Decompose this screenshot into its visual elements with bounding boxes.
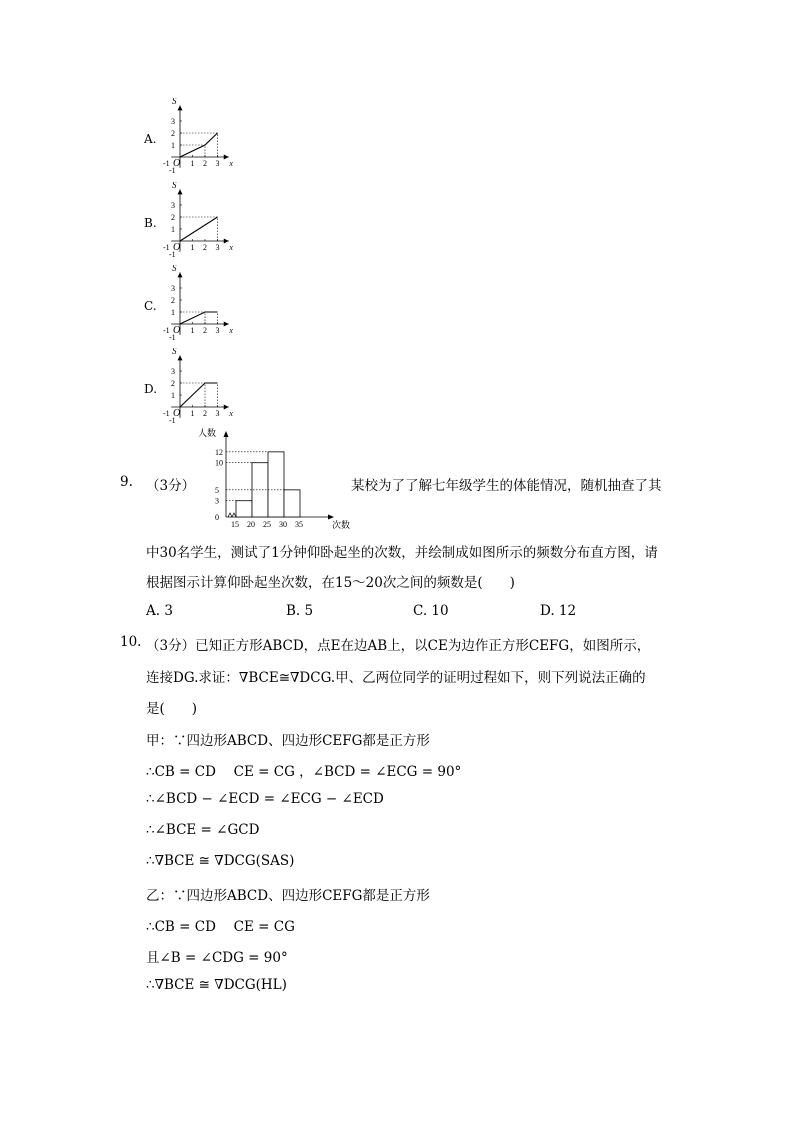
question-text-line: （3分）已知正方形ABCD，点E在边AB上，以CE为边作正方形CEFG，如图所示， xyxy=(146,638,651,654)
choice-a[interactable]: A. 3 xyxy=(146,603,173,619)
x-tick-label: 3 xyxy=(215,243,220,252)
y-tick-label: 2 xyxy=(171,296,175,305)
y-tick-label: 2 xyxy=(171,129,175,138)
negative-y-label: -1 xyxy=(169,250,176,258)
graph-line xyxy=(180,383,218,407)
origin-label: O xyxy=(173,158,181,169)
x-tick-label: 35 xyxy=(295,520,303,529)
graph-line xyxy=(180,217,218,241)
y-tick-label: 3 xyxy=(171,284,175,293)
y-tick-label: 3 xyxy=(171,367,175,376)
option-label: A. xyxy=(144,132,157,146)
x-axis-arrow xyxy=(224,239,229,244)
x-tick-label: 25 xyxy=(263,520,271,529)
y-axis-arrow xyxy=(178,355,183,360)
y-axis-arrow xyxy=(178,189,183,194)
x-axis-arrow xyxy=(224,322,229,327)
histogram-bar xyxy=(284,490,300,517)
y-axis-arrow xyxy=(178,105,183,110)
x-axis-label: 次数 xyxy=(332,520,351,530)
negative-x-label: -1 xyxy=(163,409,170,418)
x-axis-label: x xyxy=(229,326,233,335)
x-axis-arrow xyxy=(224,405,229,410)
y-tick-label: 5 xyxy=(215,485,219,495)
frequency-histogram xyxy=(196,427,352,531)
choice-b[interactable]: B. 5 xyxy=(286,603,314,619)
x-tick-label: 3 xyxy=(215,326,220,335)
origin-label: O xyxy=(173,242,181,253)
question-number: 10. xyxy=(120,634,142,650)
proof-line: 乙：∵四边形ABCD、四边形CEFG都是正方形 xyxy=(146,888,430,904)
histogram-bar xyxy=(236,501,252,517)
question-text-line: 连接DG.求证：∇BCE≅∇DCG.甲、乙两位同学的证明过程如下，则下列说法正确的 xyxy=(146,670,646,686)
x-tick-label: 1 xyxy=(190,409,195,418)
negative-x-label: -1 xyxy=(163,159,170,168)
x-tick-label: 1 xyxy=(190,159,195,168)
proof-line: ∴∠BCE = ∠GCD xyxy=(146,822,260,838)
question-text-line: 中30名学生，测试了1分钟仰卧起坐的次数，并绘制成如图所示的频数分布直方图，请 xyxy=(146,545,658,561)
question-number: 9. xyxy=(120,474,133,490)
x-axis-label: x xyxy=(229,409,233,418)
x-tick-label: 3 xyxy=(215,409,220,418)
question-text-line: 是( ) xyxy=(146,701,198,717)
question-text-line: 根据图示计算仰卧起坐次数，在15～20次之间的频数是( ) xyxy=(146,575,515,591)
y-tick-label: 1 xyxy=(171,225,175,234)
y-tick-label: 1 xyxy=(171,141,175,150)
y-axis-label: S xyxy=(172,265,177,274)
y-axis-label: S xyxy=(172,182,177,191)
question-text-line: 某校为了了解七年级学生的体能情况，随机抽查了其 xyxy=(351,478,662,494)
line-graph-b xyxy=(142,182,242,258)
proof-line: ∴∠BCD − ∠ECD = ∠ECG − ∠ECD xyxy=(146,791,384,807)
x-axis-arrow xyxy=(224,155,229,160)
proof-line: 甲：∵四边形ABCD、四边形CEFG都是正方形 xyxy=(146,733,430,749)
x-tick-label: 2 xyxy=(203,243,207,252)
proof-line: ∴CB = CD CE = CG ，∠BCD = ∠ECG = 90° xyxy=(146,764,462,780)
y-tick-label: 3 xyxy=(171,201,175,210)
y-axis-label: S xyxy=(172,98,177,107)
negative-y-label: -1 xyxy=(169,416,176,424)
negative-y-label: -1 xyxy=(169,166,176,174)
line-graph-a xyxy=(142,98,242,174)
x-axis-label: x xyxy=(229,243,233,252)
origin-label: O xyxy=(173,408,181,419)
proof-line: ∴∇BCE ≅ ∇DCG(SAS) xyxy=(146,853,295,869)
y-axis-arrow xyxy=(178,272,183,277)
x-tick-label: 2 xyxy=(203,409,207,418)
y-tick-label: 10 xyxy=(215,458,223,468)
line-graph-c xyxy=(142,265,242,341)
line-graph-d xyxy=(142,348,242,424)
option-b-graph[interactable] xyxy=(142,182,242,258)
graph-line xyxy=(180,312,218,324)
x-tick-label: 2 xyxy=(203,326,207,335)
x-tick-label: 15 xyxy=(231,520,239,529)
x-axis-arrow xyxy=(328,515,334,520)
negative-x-label: -1 xyxy=(163,243,170,252)
proof-line: ∴∇BCE ≅ ∇DCG(HL) xyxy=(146,977,287,993)
histogram-bar xyxy=(268,452,284,517)
y-tick-label: 2 xyxy=(171,213,175,222)
y-tick-label: 1 xyxy=(171,308,175,317)
x-tick-label: 2 xyxy=(203,159,207,168)
y-tick-label: 1 xyxy=(171,391,175,400)
proof-line: ∴CB = CD CE = CG xyxy=(146,919,295,935)
x-tick-label: 1 xyxy=(190,243,195,252)
option-label: B. xyxy=(144,216,157,230)
y-tick-label: 3 xyxy=(171,117,175,126)
option-a-graph[interactable] xyxy=(142,98,242,174)
choice-d[interactable]: D. 12 xyxy=(540,603,577,619)
y-axis-label: S xyxy=(172,348,177,357)
question-score: （3分） xyxy=(146,478,196,494)
y-tick-label: 12 xyxy=(215,447,223,457)
proof-line: 且∠B = ∠CDG = 90° xyxy=(146,950,288,966)
x-tick-label: 1 xyxy=(190,326,195,335)
y-tick-label: 0 xyxy=(215,513,219,522)
option-c-graph[interactable] xyxy=(142,265,242,341)
axis-break xyxy=(228,513,236,517)
option-label: C. xyxy=(144,299,157,313)
y-axis-label: 人数 xyxy=(198,428,217,438)
negative-y-label: -1 xyxy=(169,333,176,341)
x-tick-label: 30 xyxy=(279,520,287,529)
x-tick-label: 20 xyxy=(247,520,255,529)
y-axis-arrow xyxy=(224,431,229,437)
x-tick-label: 3 xyxy=(215,159,220,168)
option-d-graph[interactable] xyxy=(142,348,242,424)
y-tick-label: 3 xyxy=(215,496,219,506)
choice-c[interactable]: C. 10 xyxy=(413,603,449,619)
option-label: D. xyxy=(144,382,158,396)
origin-label: O xyxy=(173,325,181,336)
y-tick-label: 2 xyxy=(171,379,175,388)
negative-x-label: -1 xyxy=(163,326,170,335)
x-axis-label: x xyxy=(229,159,233,168)
